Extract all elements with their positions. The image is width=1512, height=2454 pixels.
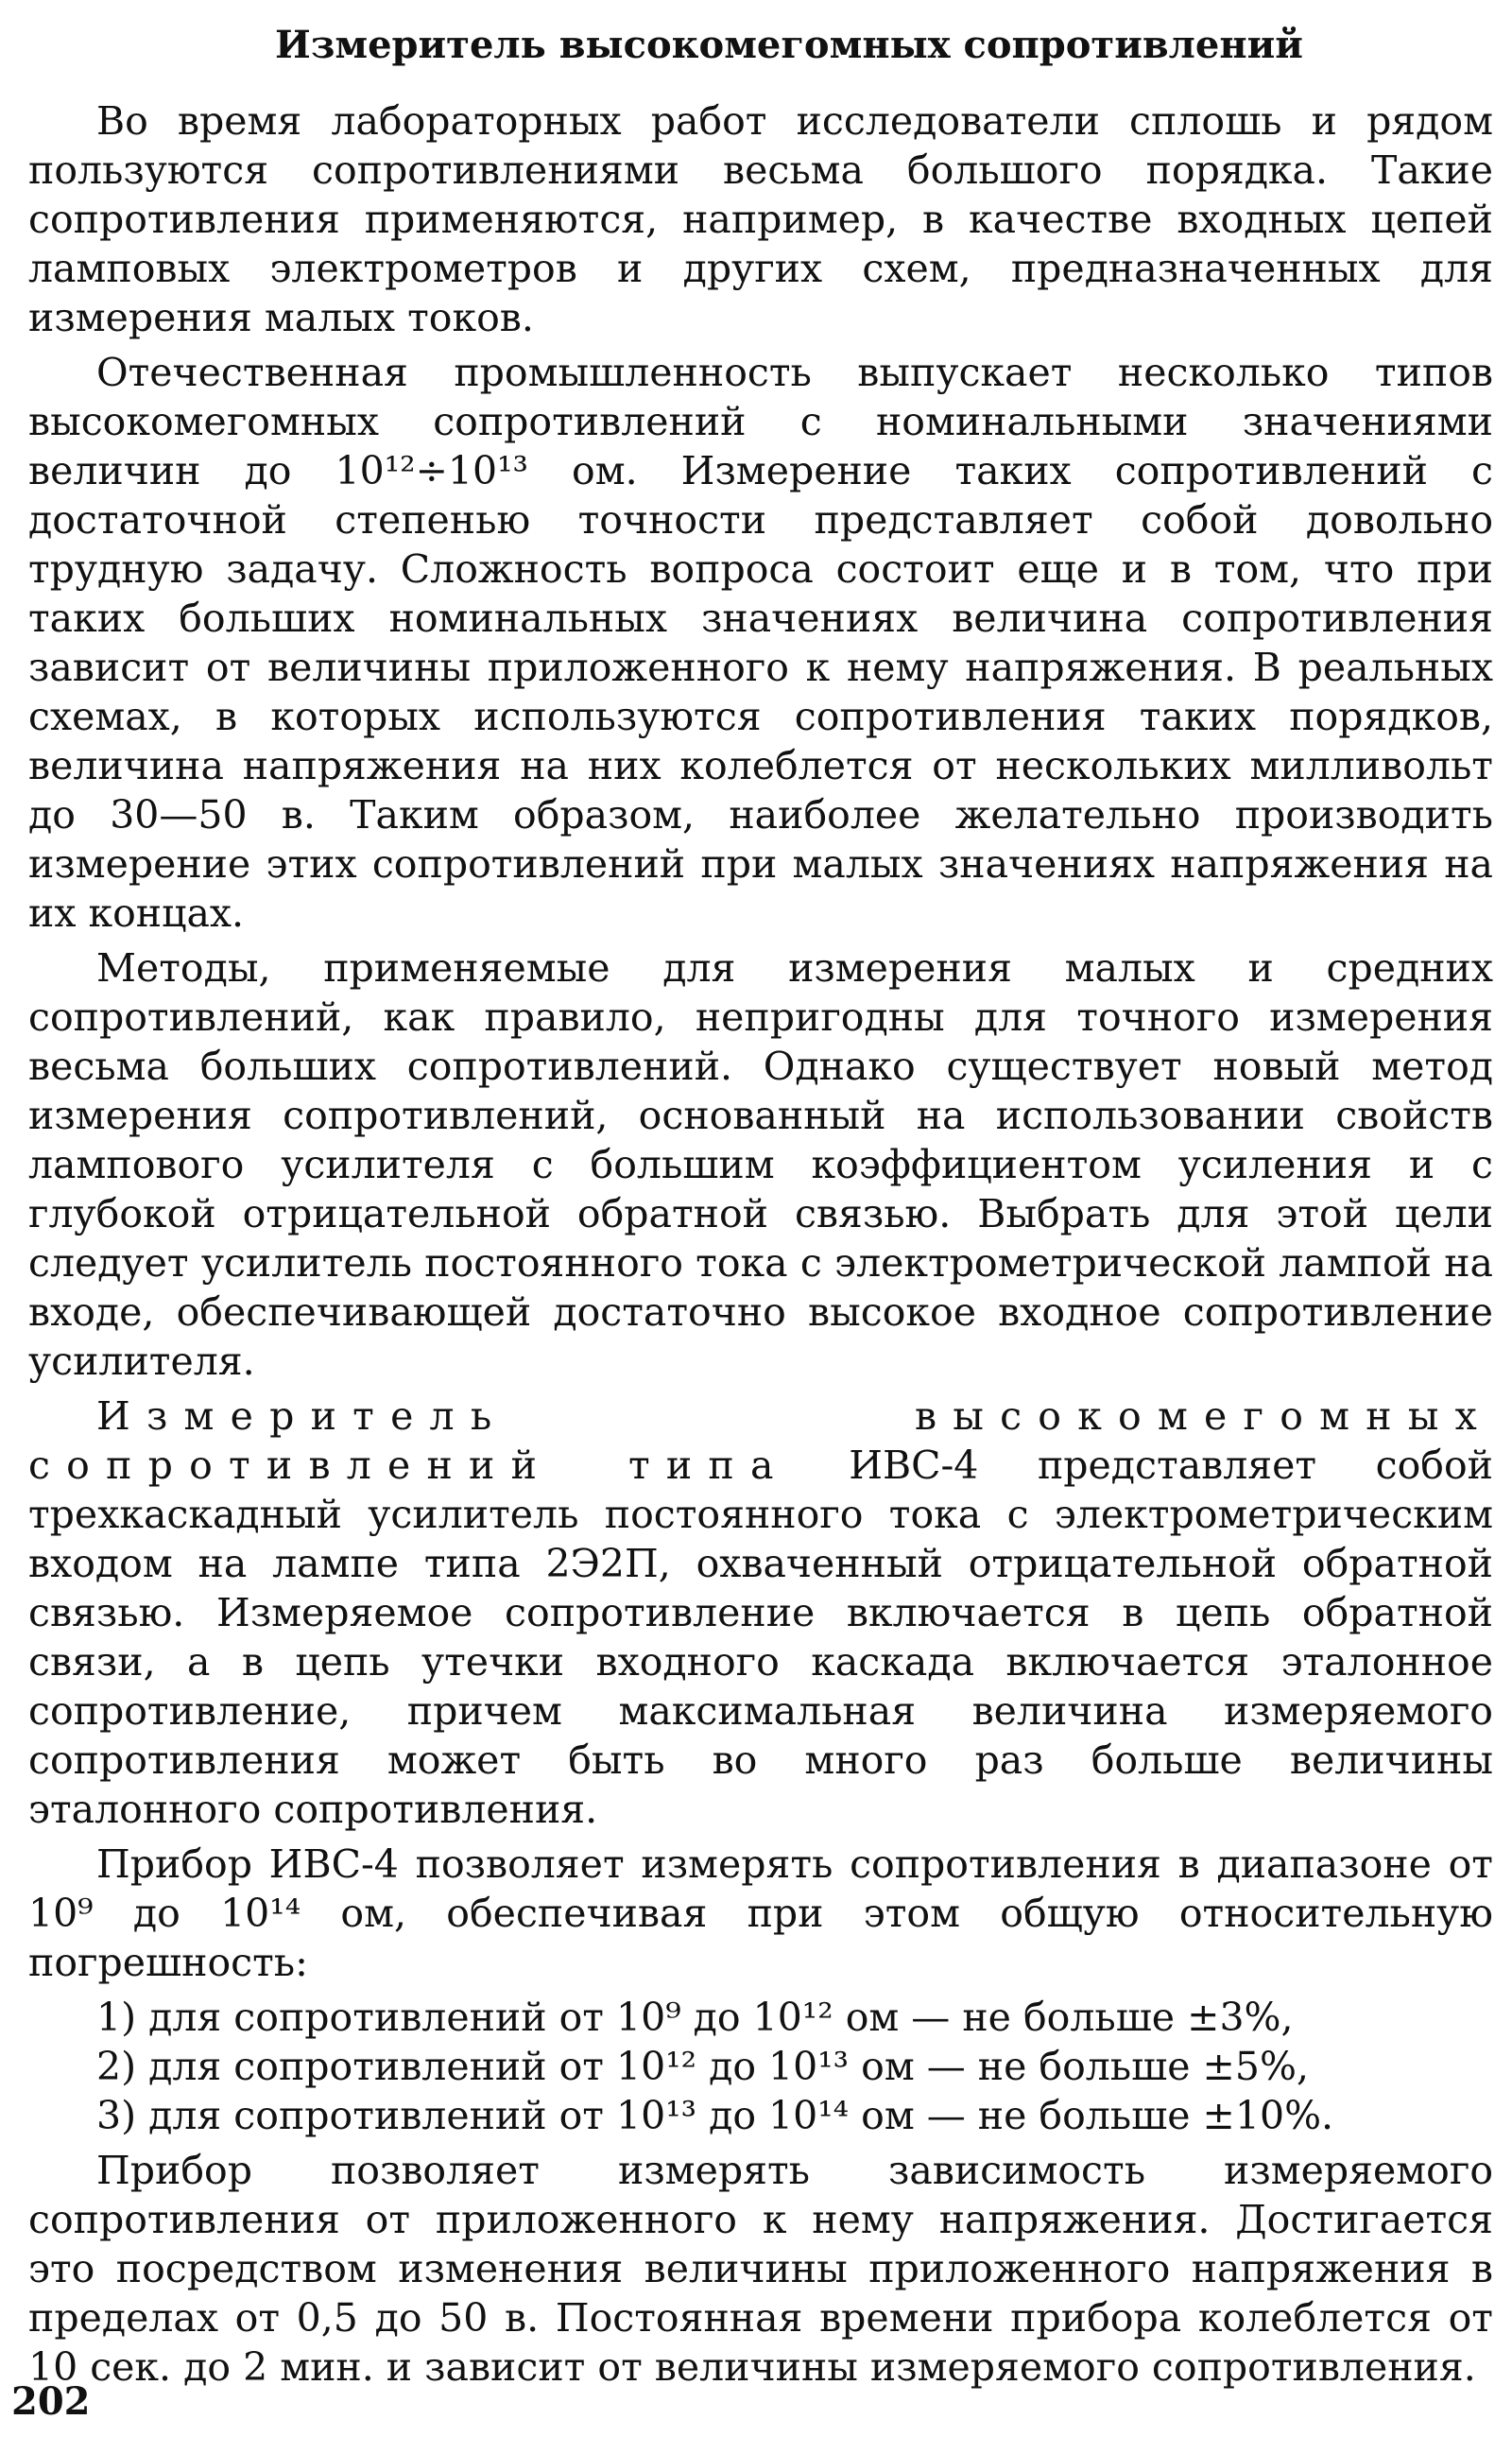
paragraph-6: Прибор позволяет измерять зависимость измеряемого сопротивления от приложенного к нему напряжения. Достигается это посредством изменения величины приложенного напряжения в пределах от 0,5 до 50 в. Постоянная времени прибора колеблется от 10 сек. до 2 мин. и зависит от величины измеряемого сопротивления. — [28, 2148, 1493, 2390]
list-item: 2) для сопротивлений от 10¹² до 10¹³ ом — не больше ±5%, — [96, 2044, 1309, 2089]
page-content — [28, 21, 1493, 2397]
list-item: 1) для сопротивлений от 10⁹ до 10¹² ом — не больше ±3%, — [96, 1995, 1294, 2040]
paragraph-4 — [28, 1391, 1493, 1834]
paragraph-2: Отечественная промышленность выпускает несколько типов высокомегомных сопротивлений с номинальными значениями величин до 10¹²÷10¹³ ом. Измерение таких сопротивлений с достаточной степенью точности представляет собой довольно трудную задачу. Сложность вопроса состоит еще и в том, что при таких больших номинальных значениях величина сопротивления зависит от величины приложенного к нему напряжения. В реальных схемах, в которых используются сопротивления таких порядков, величина напряжения на них колеблется от нескольких милливольт до 30—50 в. Таким образом, наиболее желательно производить измерение этих сопротивлений при малых значениях напряжения на их концах. — [28, 350, 1493, 936]
page-number: 202 — [11, 2379, 91, 2424]
paragraph-4-text: ИВС-4 представляет собой трехкаскадный усилитель постоянного тока с электрометрическим входом на лампе типа 2Э2П, охваченный отрицательной обратной связью. Измеряемое сопротивление включается в цепь обратной связи, а в цепь утечки входного каскада включается эталонное сопротивление, причем максимальная величина измеряемого сопротивления может быть во много раз больше величины эталонного сопротивления. — [28, 1443, 1493, 1832]
paragraph-1: Во время лабораторных работ исследователи сплошь и рядом пользуются сопротивлениями весьма большого порядка. Такие сопротивления применяются, например, в качестве входных цепей ламповых электрометров и других схем, предназначенных для измерения малых токов. — [28, 98, 1493, 340]
spaced-term: Измеритель высокомегомных сопротивлений типа — [28, 1393, 1493, 1488]
list-item: 3) для сопротивлений от 10¹³ до 10¹⁴ ом — не больше ±10%. — [96, 2093, 1334, 2138]
paragraph-3: Методы, применяемые для измерения малых и средних сопротивлений, как правило, непригодны для точного измерения весьма больших сопротивлений. Однако существует новый метод измерения сопротивлений, основанный на использовании свойств лампового усилителя с большим коэффициентом усиления и с глубокой отрицательной обратной связью. Выбрать для этой цели следует усилитель постоянного тока с электрометрической лампой на входе, обеспечивающей достаточно высокое входное сопротивление усилителя. — [28, 945, 1493, 1384]
error-list — [28, 1993, 1493, 2140]
page-title: Измеритель высокомегомных сопротивлений — [275, 23, 1303, 67]
paragraph-5: Прибор ИВС-4 позволяет измерять сопротивления в диапазоне от 10⁹ до 10¹⁴ ом, обеспечивая при этом общую относительную погрешность: — [28, 1841, 1493, 1985]
